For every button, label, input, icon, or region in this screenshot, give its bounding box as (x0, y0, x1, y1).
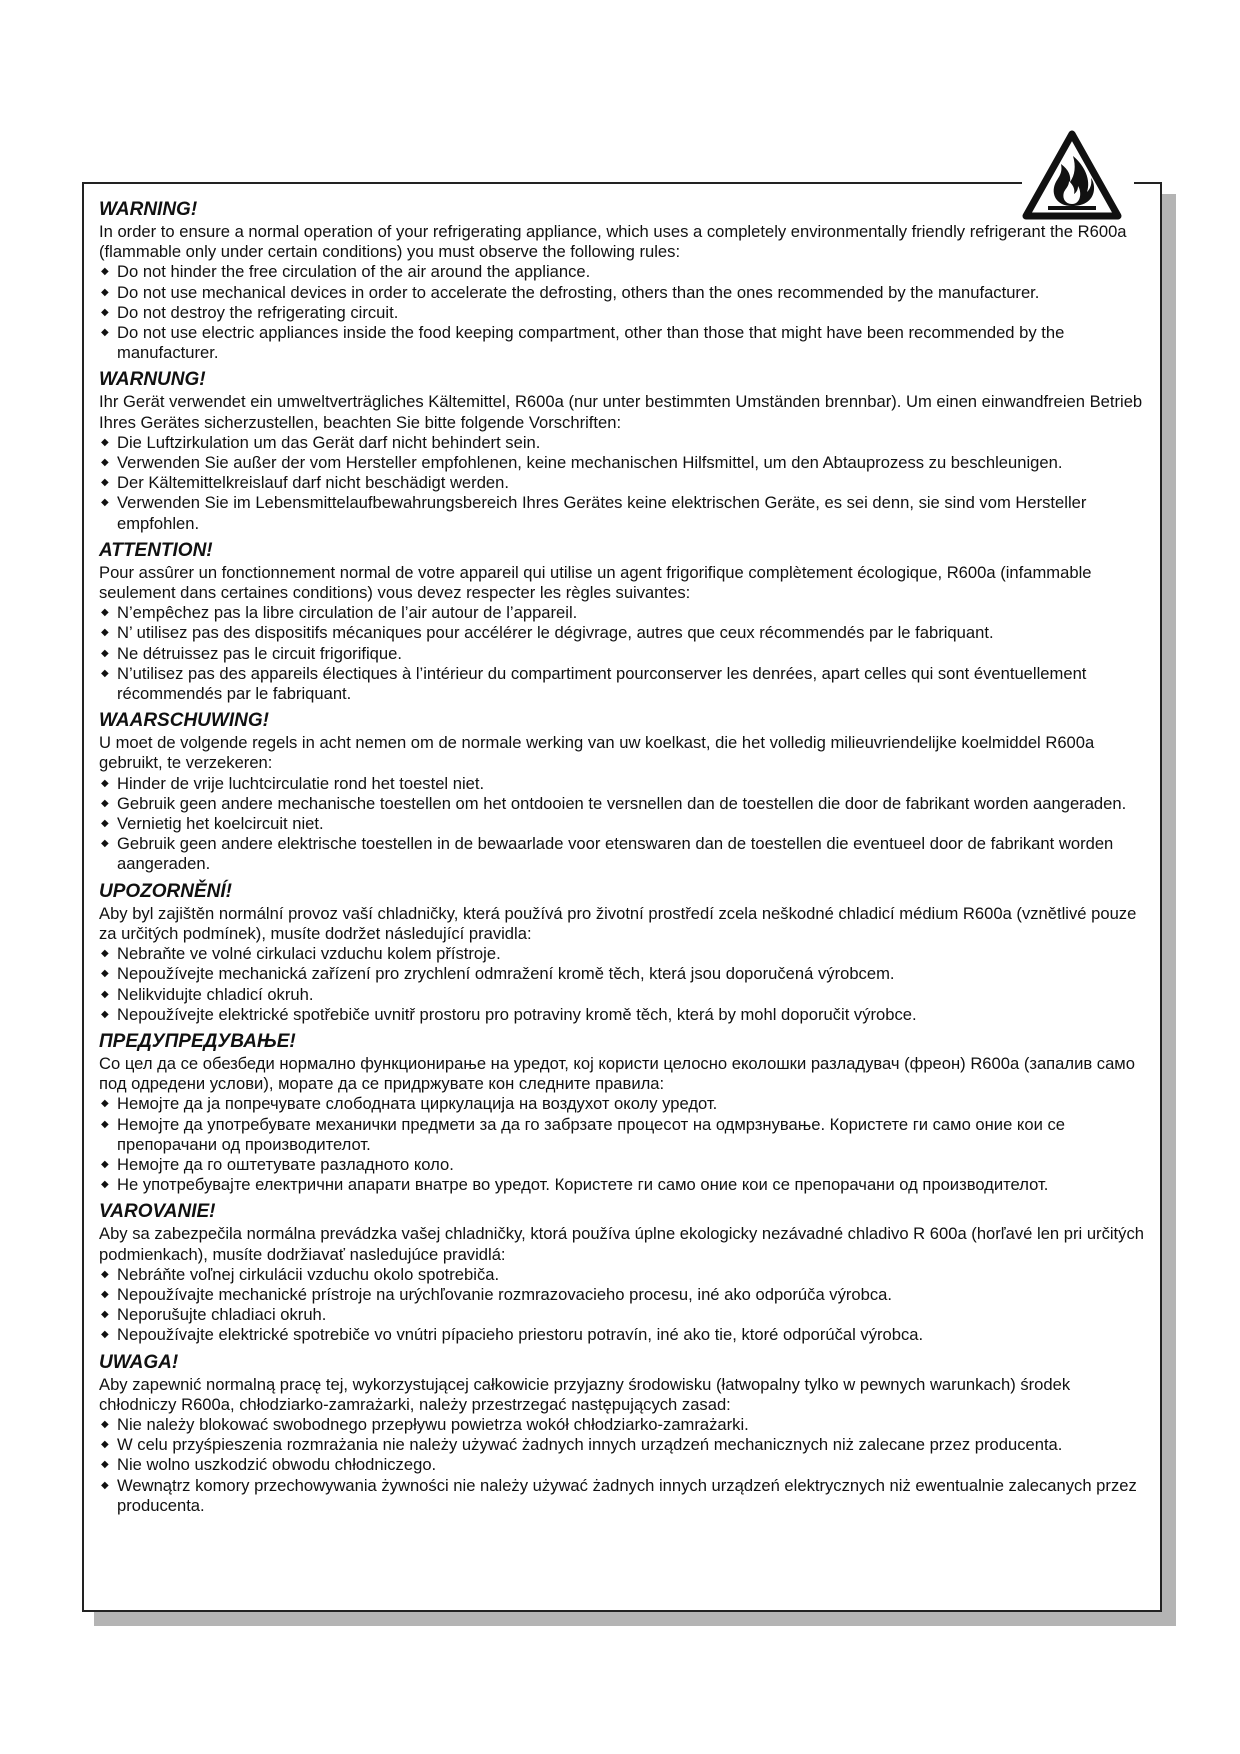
section-intro: Pour assûrer un fonctionnement normal de votre appareil qui utilise un agent frigorifique complètement écologique, R600a (infammable seulement dans certaines conditions) vous devez respecter les règles suivantes: (99, 562, 1092, 603)
section-french (99, 539, 1144, 704)
rule-item: ◆ Hinder de vrije luchtcirculatie rond het toestel niet. (99, 774, 1144, 794)
rule-item: ◆ N’empêchez pas la libre circulation de l’air autour de l’appareil. (99, 603, 1144, 623)
rule-item: ◆ Nie należy blokować swobodnego przepływu powietrza wokół chłodziarko-zamrażarki. (99, 1415, 1144, 1435)
rule-list (99, 603, 1144, 704)
rule-item: ◆ Nebraňte ve volné cirkulaci vzduchu kolem přístroje. (99, 944, 1144, 964)
rule-item: ◆ Do not hinder the free circulation of the air around the appliance. (99, 262, 1144, 282)
section-heading: VAROVANIE! (99, 1201, 216, 1223)
section-heading: WARNING! (99, 199, 198, 220)
section-german (99, 368, 1144, 533)
section-intro: In order to ensure a normal operation of your refrigerating appliance, which uses a completely environmentally friendly refrigerant the R600a (flammable only under certain conditions) you must observe the following rules: (99, 222, 1127, 262)
rule-list (99, 1094, 1144, 1195)
rule-item: ◆ Do not use mechanical devices in order to accelerate the defrosting, others than the ones recommended by the manufacturer. (99, 283, 1144, 303)
rule-list (99, 944, 1144, 1025)
section-intro: Aby byl zajištěn normální provoz vaší chladničky, která používá pro životní prostředí zcela neškodné chladicí médium R600a (vznětlivé pouze za určitých podmínek), musíte dodržet následující pravidla: (99, 903, 1137, 943)
rule-list (99, 262, 1144, 363)
rule-item: ◆ Neporušujte chladiaci okruh. (99, 1305, 1144, 1325)
rule-item: ◆ Gebruik geen andere mechanische toestellen om het ontdooien te versnellen dan de toestellen die door de fabrikant worden aangeraden. (99, 794, 1144, 814)
section-heading: UPOZORNĚNÍ! (99, 880, 232, 902)
rule-item: ◆ Vernietig het koelcircuit niet. (99, 814, 1144, 834)
rule-item: ◆ N’ utilisez pas des dispositifs mécaniques pour accélérer le dégivrage, autres que ceux récommendés par le fabriquant. (99, 623, 1144, 643)
rule-item: ◆ Nepoužívejte mechanická zařízení pro zrychlení odmražení kromě těch, která jsou doporučená výrobcem. (99, 964, 1144, 984)
section-czech (99, 880, 1144, 1025)
rule-list (99, 774, 1144, 875)
section-intro: Aby zapewnić normalną pracę tej, wykorzystującej całkowicie przyjazny środowisku (łatwopalny tylko w pewnych warunkach) środek chłodniczy R600a, chłodziarko-zamrażarki, należy przestrzegać następujących zasad: (99, 1374, 1071, 1414)
section-intro: Aby sa zabezpečila normálna prevádzka vašej chladničky, ktorá používa úplne ekologicky nezávadné chladivo R 600a (horľavé len pri určitých podmienkach), musíte dodržiavať nasledujúce pravidlá: (99, 1224, 1144, 1264)
section-macedonian (99, 1030, 1144, 1195)
rule-item: ◆ Nebráňte voľnej cirkulácii vzduchu okolo spotrebiča. (99, 1265, 1144, 1285)
rule-item: ◆ Ne détruissez pas le circuit frigorifique. (99, 644, 1144, 664)
section-dutch (99, 709, 1144, 874)
section-english (99, 198, 1144, 363)
section-heading: WAARSCHUWING! (99, 710, 269, 732)
section-intro: Со цел да се обезбеди нормално функционирање на уредот, кој користи целосно еколошки разладувач (фреон) R600a (запалив само под одредени услови), морате да се придржувате кон следните правила: (99, 1053, 1135, 1094)
rule-item: ◆ Nepoužívajte mechanické prístroje na urýchľovanie rozmrazovacieho procesu, iné ako odporúča výrobca. (99, 1285, 1144, 1305)
section-heading: ATTENTION! (99, 539, 213, 561)
rule-item: ◆ Немојте да го оштетувате разладното коло. (99, 1155, 1144, 1175)
rule-item: ◆ Немојте да употребувате механички предмети за да го забрзате процесот на одмрзнување. Користете ги само оние кои се препорачани од производителот. (99, 1115, 1144, 1155)
rule-item: ◆ Не употребувајте електрични апарати внатре во уредот. Користете ги само оние кои се препорачани од производителот. (99, 1175, 1144, 1195)
rule-item: ◆ Немојте да ја попречувате слободната циркулација на воздухот околу уредот. (99, 1094, 1144, 1114)
rule-item: ◆ Gebruik geen andere elektrische toestellen in de bewaarlade voor etenswaren dan de toestellen die eventueel door de fabrikant worden aangeraden. (99, 834, 1144, 874)
section-polish (99, 1351, 1144, 1516)
warning-content (99, 198, 1144, 1521)
rule-list (99, 433, 1144, 534)
rule-item: ◆ W celu przyśpieszenia rozmrażania nie należy używać żadnych innych urządzeń mechanicznych niż zalecane przez producenta. (99, 1435, 1144, 1455)
rule-item: ◆ Nepoužívajte elektrické spotrebiče vo vnútri pípacieho priestoru potravín, iné ako tie, ktoré odporúčal výrobca. (99, 1325, 1144, 1345)
section-slovak (99, 1200, 1144, 1345)
rule-item: ◆ Nelikvidujte chladicí okruh. (99, 985, 1144, 1005)
rule-item: ◆ N’utilisez pas des appareils électiques à l’intérieur du compartiment pourconserver les denrées, apart celles qui sont éventuellement récommendés par le fabriquant. (99, 664, 1144, 704)
rule-item: ◆ Verwenden Sie im Lebensmittelaufbewahrungsbereich Ihres Gerätes keine elektrischen Geräte, es sei denn, sie sind vom Hersteller empfohlen. (99, 493, 1144, 533)
rule-item: ◆ Wewnątrz komory przechowywania żywności nie należy używać żadnych innych urządzeń elektrycznych niż ewentualnie zalecanych przez producenta. (99, 1476, 1144, 1516)
rule-item: ◆ Nie wolno uszkodzić obwodu chłodniczego. (99, 1455, 1144, 1475)
section-heading: UWAGA! (99, 1351, 179, 1373)
rule-list (99, 1265, 1144, 1346)
rule-item: ◆ Do not destroy the refrigerating circuit. (99, 303, 1144, 323)
section-heading: WARNUNG! (99, 369, 206, 391)
section-heading: ПРЕДУПРЕДУВАЊЕ! (99, 1030, 296, 1052)
rule-item: ◆ Verwenden Sie außer der vom Hersteller empfohlenen, keine mechanischen Hilfsmittel, um den Abtauprozess zu beschleunigen. (99, 453, 1144, 473)
rule-list (99, 1415, 1144, 1516)
section-intro: U moet de volgende regels in acht nemen om de normale werking van uw koelkast, die het volledig milieuvriendelijke koelmiddel R600a gebruikt, te verzekeren: (99, 733, 1095, 773)
rule-item: ◆ Do not use electric appliances inside the food keeping compartment, other than those that might have been recommended by the manufacturer. (99, 323, 1144, 363)
rule-item: ◆ Nepoužívejte elektrické spotřebiče uvnitř prostoru pro potraviny kromě těch, která by mohl doporučit výrobce. (99, 1005, 1144, 1025)
rule-item: ◆ Die Luftzirkulation um das Gerät darf nicht behindert sein. (99, 433, 1144, 453)
rule-item: ◆ Der Kältemittelkreislauf darf nicht beschädigt werden. (99, 473, 1144, 493)
section-intro: Ihr Gerät verwendet ein umweltverträgliches Kältemittel, R600a (nur unter bestimmten Umständen brennbar). Um einen einwandfreien Betrieb Ihres Gerätes sicherzustellen, beachten Sie bitte folgende Vorschriften: (99, 392, 1143, 432)
